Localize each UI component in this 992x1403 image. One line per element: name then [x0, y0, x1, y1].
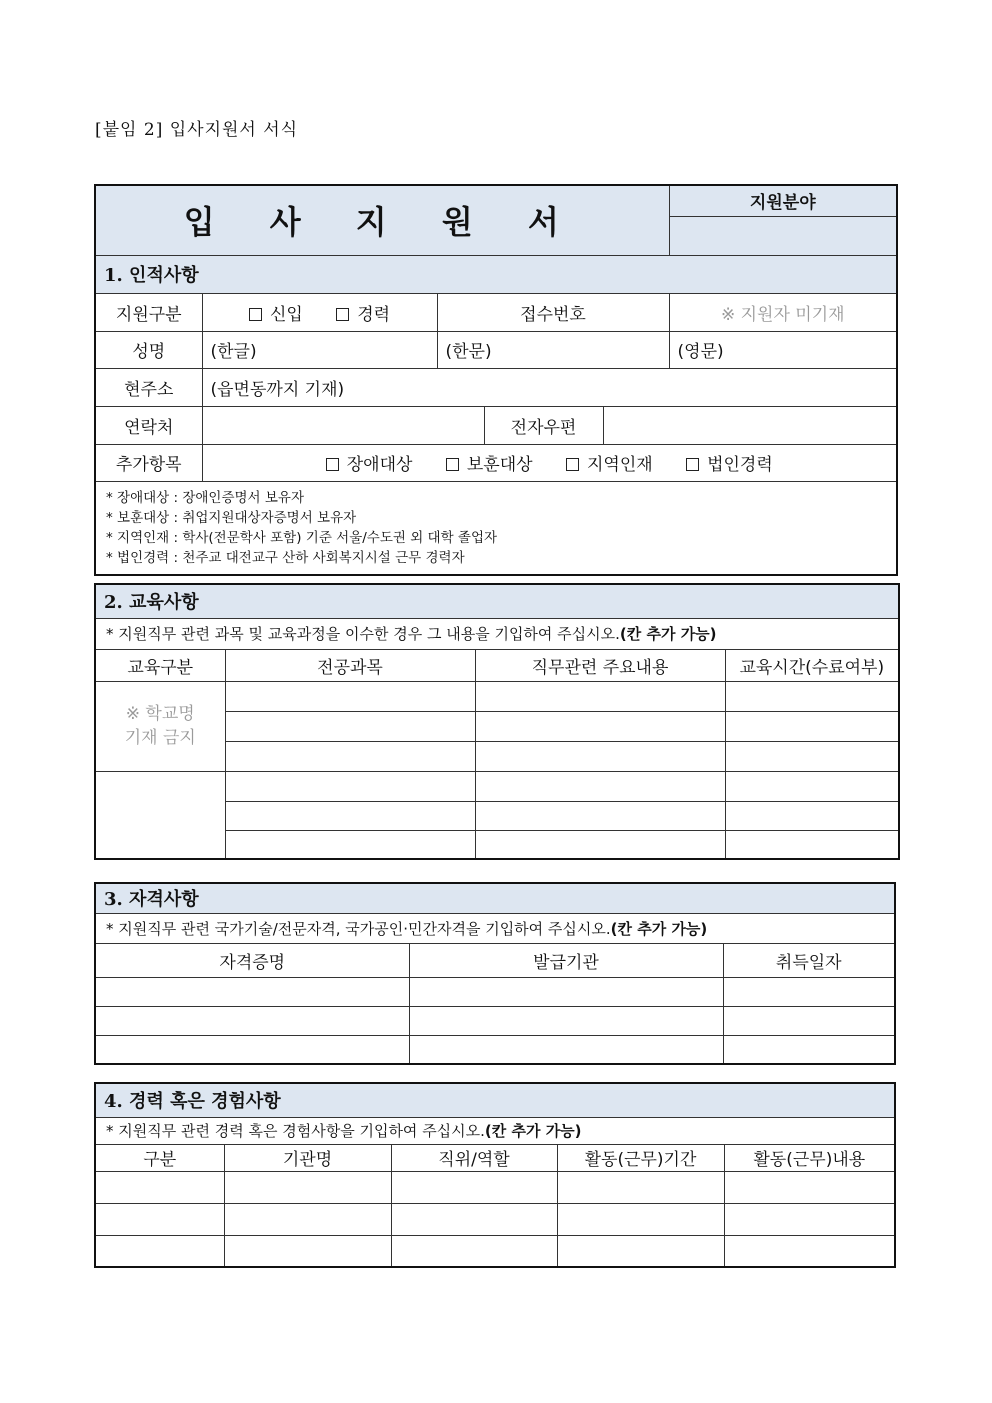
extra-options	[202, 444, 897, 481]
option-disability[interactable]: 장애대상	[326, 455, 413, 475]
option-new[interactable]: 신입	[249, 305, 303, 325]
table-cell[interactable]	[224, 1171, 391, 1203]
note-line: * 보훈대상 : 취업지원대상자증명서 보유자	[106, 509, 357, 526]
contact-field[interactable]	[202, 406, 484, 444]
table-cell[interactable]	[475, 711, 725, 741]
checkbox-icon	[446, 458, 459, 471]
school-notice: ※ 학교명 기재 금지	[95, 681, 225, 771]
col-job-content: 직무관련 주요내용	[475, 649, 725, 681]
email-field[interactable]	[603, 406, 897, 444]
name-hanja-field[interactable]: (한문)	[437, 331, 669, 368]
email-label: 전자우편	[484, 406, 603, 444]
table-cell[interactable]	[391, 1203, 557, 1235]
table-cell[interactable]	[95, 1235, 224, 1267]
table-cell[interactable]	[475, 830, 725, 859]
col-major: 전공과목	[225, 649, 475, 681]
section4-title: 4. 경력 혹은 경험사항	[95, 1083, 895, 1117]
table-cell[interactable]	[409, 977, 723, 1006]
table-cell[interactable]	[225, 741, 475, 771]
table-cell[interactable]	[409, 1006, 723, 1035]
section2-title: 2. 교육사항	[95, 584, 899, 618]
table-cell[interactable]	[225, 771, 475, 801]
apply-field-label: 지원분야	[669, 185, 897, 216]
col-position: 직위/역할	[391, 1144, 557, 1171]
table-cell[interactable]	[95, 1203, 224, 1235]
table-cell[interactable]	[391, 1171, 557, 1203]
note-line: * 법인경력 : 천주교 대전교구 산하 사회복지시설 근무 경력자	[106, 549, 465, 566]
table-cell[interactable]	[723, 1006, 895, 1035]
col-issuer: 발급기관	[409, 943, 723, 977]
table-cell[interactable]	[95, 977, 409, 1006]
section2-note: * 지원직무 관련 과목 및 교육과정을 이수한 경우 그 내용을 기입하여 주십시오.(칸 추가 가능)	[95, 618, 899, 649]
table-cell[interactable]	[723, 977, 895, 1006]
table-cell[interactable]	[409, 1035, 723, 1064]
experience-table	[94, 1082, 896, 1268]
col-edu-type: 교육구분	[95, 649, 225, 681]
section4-note: * 지원직무 관련 경력 혹은 경험사항을 기입하여 주십시오.(칸 추가 가능)	[95, 1117, 895, 1144]
address-field[interactable]: (읍면동까지 기재)	[202, 368, 897, 406]
checkbox-icon	[326, 458, 339, 471]
col-category: 구분	[95, 1144, 224, 1171]
table-cell[interactable]	[724, 1235, 895, 1267]
table-cell[interactable]	[723, 1035, 895, 1064]
option-corporate-career[interactable]: 법인경력	[686, 455, 773, 475]
col-certificate: 자격증명	[95, 943, 409, 977]
note-line: * 지역인재 : 학사(전문학사 포함) 기준 서울/수도권 외 대학 졸업자	[106, 529, 498, 546]
name-label: 성명	[95, 331, 202, 368]
table-cell[interactable]	[95, 1171, 224, 1203]
col-organization: 기관명	[224, 1144, 391, 1171]
table-cell[interactable]	[725, 741, 899, 771]
table-cell[interactable]	[725, 711, 899, 741]
checkbox-icon	[249, 308, 262, 321]
table-cell[interactable]	[475, 771, 725, 801]
education-table	[94, 583, 900, 860]
table-cell[interactable]	[224, 1203, 391, 1235]
col-period: 활동(근무)기간	[557, 1144, 724, 1171]
col-activity: 활동(근무)내용	[724, 1144, 895, 1171]
table-cell[interactable]	[95, 1035, 409, 1064]
table-cell[interactable]	[725, 830, 899, 859]
option-local-talent[interactable]: 지역인재	[566, 455, 653, 475]
table-cell[interactable]	[725, 771, 899, 801]
table-cell[interactable]	[225, 711, 475, 741]
table-cell[interactable]	[475, 681, 725, 711]
table-cell[interactable]	[724, 1171, 895, 1203]
apply-type-options	[202, 293, 437, 331]
personal-info-table	[94, 184, 898, 576]
section3-title: 3. 자격사항	[95, 883, 895, 913]
table-cell[interactable]	[725, 681, 899, 711]
name-english-field[interactable]: (영문)	[669, 331, 897, 368]
table-cell[interactable]	[95, 771, 225, 859]
note-line: * 장애대상 : 장애인증명서 보유자	[106, 489, 304, 506]
table-cell[interactable]	[557, 1235, 724, 1267]
table-cell[interactable]	[225, 801, 475, 830]
name-korean-field[interactable]: (한글)	[202, 331, 437, 368]
table-cell[interactable]	[475, 801, 725, 830]
table-cell[interactable]	[225, 681, 475, 711]
col-edu-hours: 교육시간(수료여부)	[725, 649, 899, 681]
apply-field-input[interactable]	[669, 216, 897, 255]
attachment-label: [붙임 2] 입사지원서 서식	[95, 120, 299, 140]
table-cell[interactable]	[724, 1203, 895, 1235]
option-veteran[interactable]: 보훈대상	[446, 455, 533, 475]
checkbox-icon	[686, 458, 699, 471]
form-title: 입 사 지 원 서	[95, 185, 669, 255]
contact-label: 연락처	[95, 406, 202, 444]
table-cell[interactable]	[225, 830, 475, 859]
table-cell[interactable]	[224, 1235, 391, 1267]
table-cell[interactable]	[557, 1171, 724, 1203]
table-cell[interactable]	[95, 1006, 409, 1035]
table-cell[interactable]	[391, 1235, 557, 1267]
checkbox-icon	[566, 458, 579, 471]
table-cell[interactable]	[557, 1203, 724, 1235]
receipt-no-value: ※ 지원자 미기재	[669, 293, 897, 331]
certification-table	[94, 882, 896, 1065]
checkbox-icon	[336, 308, 349, 321]
option-experienced[interactable]: 경력	[336, 305, 390, 325]
col-acquired-date: 취득일자	[723, 943, 895, 977]
extra-label: 추가항목	[95, 444, 202, 481]
receipt-no-label: 접수번호	[437, 293, 669, 331]
address-label: 현주소	[95, 368, 202, 406]
section3-note: * 지원직무 관련 국가기술/전문자격, 국가공인·민간자격을 기입하여 주십시오.(칸 추가 가능)	[95, 913, 895, 943]
extra-notes	[95, 481, 897, 575]
table-cell[interactable]	[725, 801, 899, 830]
section1-title: 1. 인적사항	[95, 255, 897, 293]
table-cell[interactable]	[475, 741, 725, 771]
apply-type-label: 지원구분	[95, 293, 202, 331]
